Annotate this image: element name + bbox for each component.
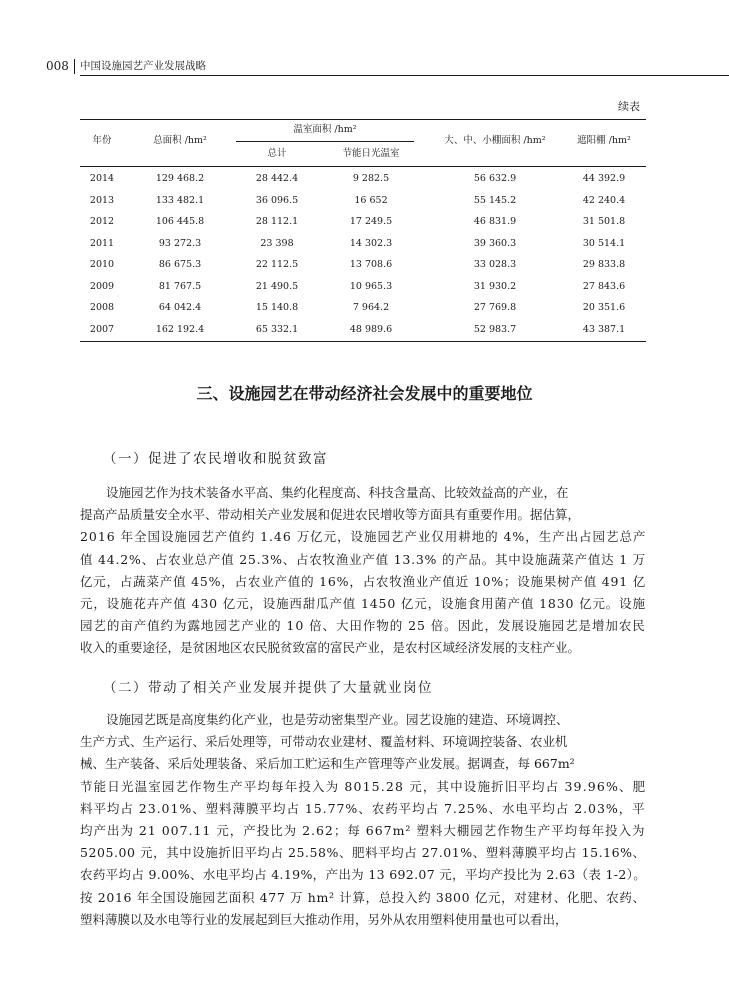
text-line: 料平均占 23.01%、塑料薄膜平均占 15.77%、农药平均占 7.25%、水电平均占 2.03%，平 [80, 800, 646, 816]
table-cell: 2014 [89, 173, 115, 184]
table-cell: 14 302.3 [349, 237, 393, 249]
table-row [80, 322, 646, 338]
running-header [46, 58, 729, 76]
table-cell: 39 360.3 [473, 237, 517, 249]
table-cell: 55 145.2 [473, 194, 517, 206]
table-cell: 65 332.1 [255, 323, 299, 335]
table-row [80, 214, 646, 230]
table-cell: 31 930.2 [473, 280, 517, 292]
header-greenhouse-group: 温室面积 /hm² [293, 124, 357, 135]
table-cell: 16 652 [354, 194, 388, 206]
text-line: 按 2016 年全国设施园艺面积 477 万 hm² 计算，总投入约 3800 亿元，对建材、化肥、农药、 [80, 889, 646, 905]
table-row [80, 236, 646, 252]
table-cell: 64 042.4 [158, 302, 202, 313]
table-cell: 2012 [89, 216, 115, 227]
table-cell: 129 468.2 [155, 173, 205, 184]
header-tunnels: 大、中、小棚面积 /hm² [444, 135, 546, 146]
text-line: 塑料薄膜以及水电等行业的发展起到巨大推动作用，另外从农用塑料使用量也可以看出， [80, 911, 568, 927]
table-cell: 27 769.8 [473, 302, 517, 313]
table-cell: 28 442.4 [255, 173, 299, 184]
table-cell: 93 272.3 [158, 237, 202, 249]
table-cell: 2011 [89, 237, 115, 249]
table-cell: 46 831.9 [473, 216, 517, 227]
text-line: 设施园艺作为技术装备水平高、集约化程度高、科技含量高、比较效益高的产业，在 [106, 485, 569, 500]
table-group-rule [236, 141, 414, 142]
table-cell: 2009 [89, 280, 115, 292]
table-cell: 43 387.1 [582, 323, 626, 335]
table-cell: 36 096.5 [255, 194, 299, 206]
text-line: 2016 年全国设施园艺产值约 1.46 万亿元，设施园艺产业仅用耕地的 4%，生产出占园艺总产 [80, 529, 646, 545]
text-line: 生产方式、生产运行、采后处理等，可带动农业建材、覆盖材料、环境调控装备、农业机 [80, 734, 568, 750]
text-line: 元，设施花卉产值 430 亿元，设施西甜瓜产值 1450 亿元，设施食用菌产值 1830 亿元。设施 [80, 595, 646, 611]
table-cell: 29 833.8 [582, 259, 626, 270]
table-cell: 33 028.3 [473, 259, 517, 270]
table-cell: 56 632.9 [473, 173, 517, 184]
table-cell: 44 392.9 [582, 173, 626, 184]
table-row [80, 257, 646, 273]
table-cell: 42 240.4 [582, 194, 626, 206]
table-cell: 13 708.6 [349, 259, 393, 270]
table-cell: 28 112.1 [255, 216, 299, 227]
text-line: 均产出为 21 007.11 元，产投比为 2.62；每 667m² 塑料大棚园艺作物生产平均每年投入为 [80, 822, 646, 838]
text-line: 值 44.2%、占农业总产值 25.3%、占农牧渔业产值 13.3% 的产品。其中设施蔬菜产值达 1 万 [80, 551, 646, 567]
header-shade: 遮阳棚 /hm² [577, 135, 631, 146]
section-title: 三、设施园艺在带动经济社会发展中的重要地位 [196, 384, 533, 403]
header-total-area: 总面积 /hm² [153, 135, 207, 146]
header-solar-greenhouse: 节能日光温室 [342, 148, 400, 159]
header-greenhouse-total: 总计 [267, 148, 287, 159]
table-bottom-rule [80, 341, 646, 342]
header-year: 年份 [92, 135, 112, 146]
table-cell: 10 965.3 [349, 280, 393, 292]
text-line: 设施园艺既是高度集约化产业，也是劳动密集型产业。园艺设施的建造、环境调控、 [106, 712, 569, 727]
table-cell: 27 843.6 [582, 280, 626, 292]
table-cell: 2013 [89, 194, 115, 206]
table-cell: 23 398 [260, 237, 294, 249]
table-cell: 106 445.8 [155, 216, 205, 227]
paragraph-2 [80, 709, 646, 931]
paragraph-1 [80, 482, 646, 660]
table-cell: 81 767.5 [158, 280, 202, 292]
table-cell: 22 112.5 [255, 259, 299, 270]
table-cell: 2007 [89, 323, 115, 335]
page-number: 008 [46, 59, 69, 73]
table-cell: 31 501.8 [582, 216, 626, 227]
table-row [80, 171, 646, 187]
text-line: 5205.00 元，其中设施折旧平均占 25.58%、肥料平均占 27.01%、塑料薄膜平均占 15.16%、 [80, 845, 646, 861]
header-divider [74, 59, 75, 74]
text-line: 亿元，占蔬菜产值 45%，占农业产值的 16%，占农牧渔业产值近 10%；设施果树产值 491 亿 [80, 573, 646, 589]
table-cell: 7 964.2 [352, 302, 390, 313]
table-cell: 15 140.8 [255, 302, 299, 313]
text-line: 农药平均占 9.00%、水电平均占 4.19%，产出为 13 692.07 元，平均产投比为 2.63（表 1-2）。 [80, 867, 646, 883]
table-cell: 52 983.7 [473, 323, 517, 335]
table-cell: 162 192.4 [155, 323, 205, 335]
continued-label: 续表 [618, 100, 640, 113]
header-rule [80, 75, 729, 76]
table-cell: 20 351.6 [582, 302, 626, 313]
subsection-heading-2: （二）带动了相关产业发展并提供了大量就业岗位 [103, 680, 433, 696]
table-cell: 48 989.6 [349, 323, 393, 335]
table-row [80, 279, 646, 295]
table-cell: 9 282.5 [352, 173, 390, 184]
text-line: 节能日光温室园艺作物生产平均每年投入为 8015.28 元，其中设施折旧平均占 39.96%、肥 [80, 778, 646, 794]
table-cell: 21 490.5 [255, 280, 299, 292]
table-cell: 17 249.5 [349, 216, 393, 227]
text-line: 提高产品质量安全水平、带动相关产业发展和促进农民增收等方面具有重要作用。据估算， [80, 507, 581, 523]
table-header-rule [80, 166, 646, 167]
table-top-rule [80, 119, 646, 120]
text-line: 械、生产装备、采后处理装备、采后加工贮运和生产管理等产业发展。据调查，每 667m² [80, 756, 575, 772]
table-cell: 133 482.1 [155, 194, 205, 206]
table-cell: 30 514.1 [582, 237, 626, 249]
table-row [80, 193, 646, 209]
subsection-heading-1: （一）促进了农民增收和脱贫致富 [103, 451, 328, 467]
text-line: 园艺的亩产值约为露地园艺产业的 10 倍、大田作物的 25 倍。因此，发展设施园艺是增加农民 [80, 618, 646, 634]
table-cell: 2008 [89, 302, 115, 313]
table-row [80, 300, 646, 316]
text-line: 收入的重要途径，是贫困地区农民脱贫致富的富民产业，是农村区域经济发展的支柱产业。 [80, 640, 581, 656]
table-cell: 2010 [89, 259, 115, 270]
book-title: 中国设施园艺产业发展战略 [80, 60, 206, 72]
table-cell: 86 675.3 [158, 259, 202, 270]
